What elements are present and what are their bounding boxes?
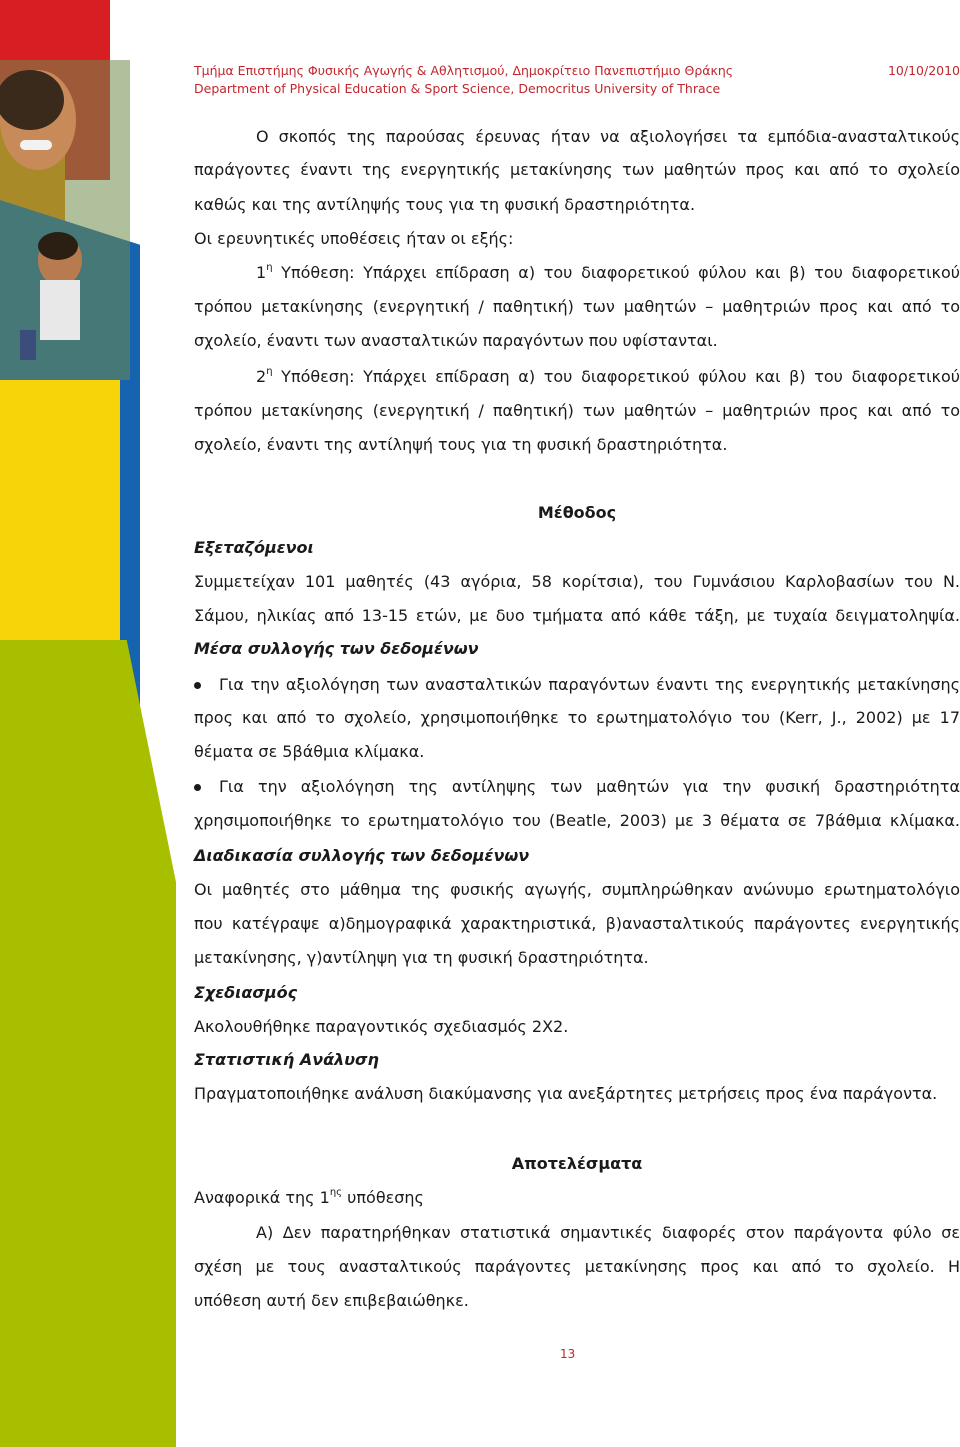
header-english: Department of Physical Education & Sport Science, Democritus University of Thrace — [194, 81, 721, 96]
participants-text: Σάμου, ηλικίας από 13-15 ετών, με δυο τμήματα από κάθε τάξη, με τυχαία δειγματοληψία. — [194, 606, 960, 625]
bullet-dot — [194, 682, 201, 689]
procedure-text: μετακίνησης, γ)αντίληψη για τη φυσική δραστηριότητα. — [194, 948, 649, 967]
tools-heading: Μέσα συλλογής των δεδομένων — [194, 639, 479, 658]
header-greek: Τμήμα Επιστήμης Φυσικής Αγωγής & Αθλητισμού, Δημοκρίτειο Πανεπιστήμιο Θράκης — [194, 63, 734, 78]
tools-bullet-1 — [194, 674, 960, 696]
children-photo — [0, 60, 130, 380]
strip-yellow-block — [0, 380, 120, 640]
page-header — [194, 62, 960, 98]
tools-bullet-1-cont: θέματα σε 5βάθμια κλίμακα. — [194, 742, 425, 761]
header-date: 10/10/2010 — [887, 63, 960, 78]
results-reference: Αναφορικά της $1^{\eta\varsigma}$ υπόθεσης — [194, 1187, 424, 1207]
hypothesis-2-line: τρόπου μετακίνησης (ενεργητική / παθητική) των μαθητών – μαθητριών προς και από το — [194, 401, 960, 420]
results-text: υπόθεση αυτή δεν επιβεβαιώθηκε. — [194, 1291, 469, 1310]
design-text: Ακολουθήθηκε παραγοντικός σχεδιασμός 2Χ2. — [194, 1017, 569, 1036]
tools-bullet-2-cont: χρησιμοποιήθηκε το ερωτηματολόγιο του (Beatle, 2003) με 3 θέματα σε 7βάθμια κλίμακα. — [194, 811, 960, 830]
hypothesis-2-line: $2^\eta$ Υπόθεση: Υπάρχει επίδραση α) του διαφορετικού φύλου και β) του διαφορετικού — [256, 366, 960, 386]
results-title: Αποτελέσματα — [511, 1154, 643, 1173]
decorative-side-strip — [0, 0, 180, 1447]
procedure-text: που κατέγραψε α)δημογραφικά χαρακτηριστικά, β)ανασταλτικούς παράγοντες ενεργητικής — [194, 914, 960, 933]
bullet-dot — [194, 784, 201, 791]
intro-line: Οι ερευνητικές υποθέσεις ήταν οι εξής: — [194, 229, 514, 248]
results-text: σχέση με τους ανασταλτικούς παράγοντες μετακίνησης προς και από το σχολείο. Η — [194, 1257, 960, 1276]
hypothesis-1-line: σχολείο, έναντι των ανασταλτικών παραγόντων που υφίστανται. — [194, 331, 718, 350]
intro-line: παράγοντες έναντι της ενεργητικής μετακίνησης των μαθητών προς και από το σχολείο — [194, 160, 960, 179]
intro-line: Ο σκοπός της παρούσας έρευνας ήταν να αξιολογήσει τα εμπόδια-ανασταλτικούς — [256, 127, 960, 146]
participants-text: Συμμετείχαν 101 μαθητές (43 αγόρια, 58 κορίτσια), του Γυμνάσιου Καρλοβασίων του Ν. — [194, 572, 960, 591]
stats-heading: Στατιστική Ανάλυση — [194, 1050, 379, 1069]
tools-bullet-2 — [194, 776, 960, 798]
bullet-text: Για την αξιολόγηση της αντίληψης των μαθητών για την φυσική δραστηριότητα — [219, 777, 960, 796]
method-title: Μέθοδος — [537, 503, 617, 522]
page-number: 13 — [560, 1347, 576, 1361]
design-heading: Σχεδιασμός — [194, 983, 298, 1002]
strip-green-block — [0, 640, 176, 1447]
stats-text: Πραγματοποιήθηκε ανάλυση διακύμανσης για ανεξάρτητες μετρήσεις προς ένα παράγοντα. — [194, 1084, 938, 1103]
hypothesis-1-line: $1^\eta$ Υπόθεση: Υπάρχει επίδραση α) του διαφορετικού φύλου και β) του διαφορετικού — [256, 262, 960, 282]
procedure-text: Οι μαθητές στο μάθημα της φυσικής αγωγής, συμπληρώθηκαν ανώνυμο ερωτηματολόγιο — [194, 880, 960, 899]
participants-heading: Εξεταζόμενοι — [194, 538, 314, 557]
bullet-text: Για την αξιολόγηση των ανασταλτικών παραγόντων έναντι της ενεργητικής μετακίνησης — [219, 675, 960, 694]
tools-bullet-1-cont: προς και από το σχολείο, χρησιμοποιήθηκε το ερωτηματολόγιο του (Kerr, J., 2002) με 17 — [194, 708, 960, 727]
hypothesis-2-line: σχολείο, έναντι της αντίληψή τους για τη φυσική δραστηριότητα. — [194, 435, 728, 454]
intro-line: καθώς και της αντίληψής τους για τη φυσική δραστηριότητα. — [194, 195, 696, 214]
procedure-heading: Διαδικασία συλλογής των δεδομένων — [194, 846, 530, 865]
results-text: Α) Δεν παρατηρήθηκαν στατιστικά σημαντικές διαφορές στον παράγοντα φύλο σε — [256, 1223, 960, 1242]
hypothesis-1-line: τρόπου μετακίνησης (ενεργητική / παθητική) των μαθητών – μαθητριών προς και από το — [194, 297, 960, 316]
